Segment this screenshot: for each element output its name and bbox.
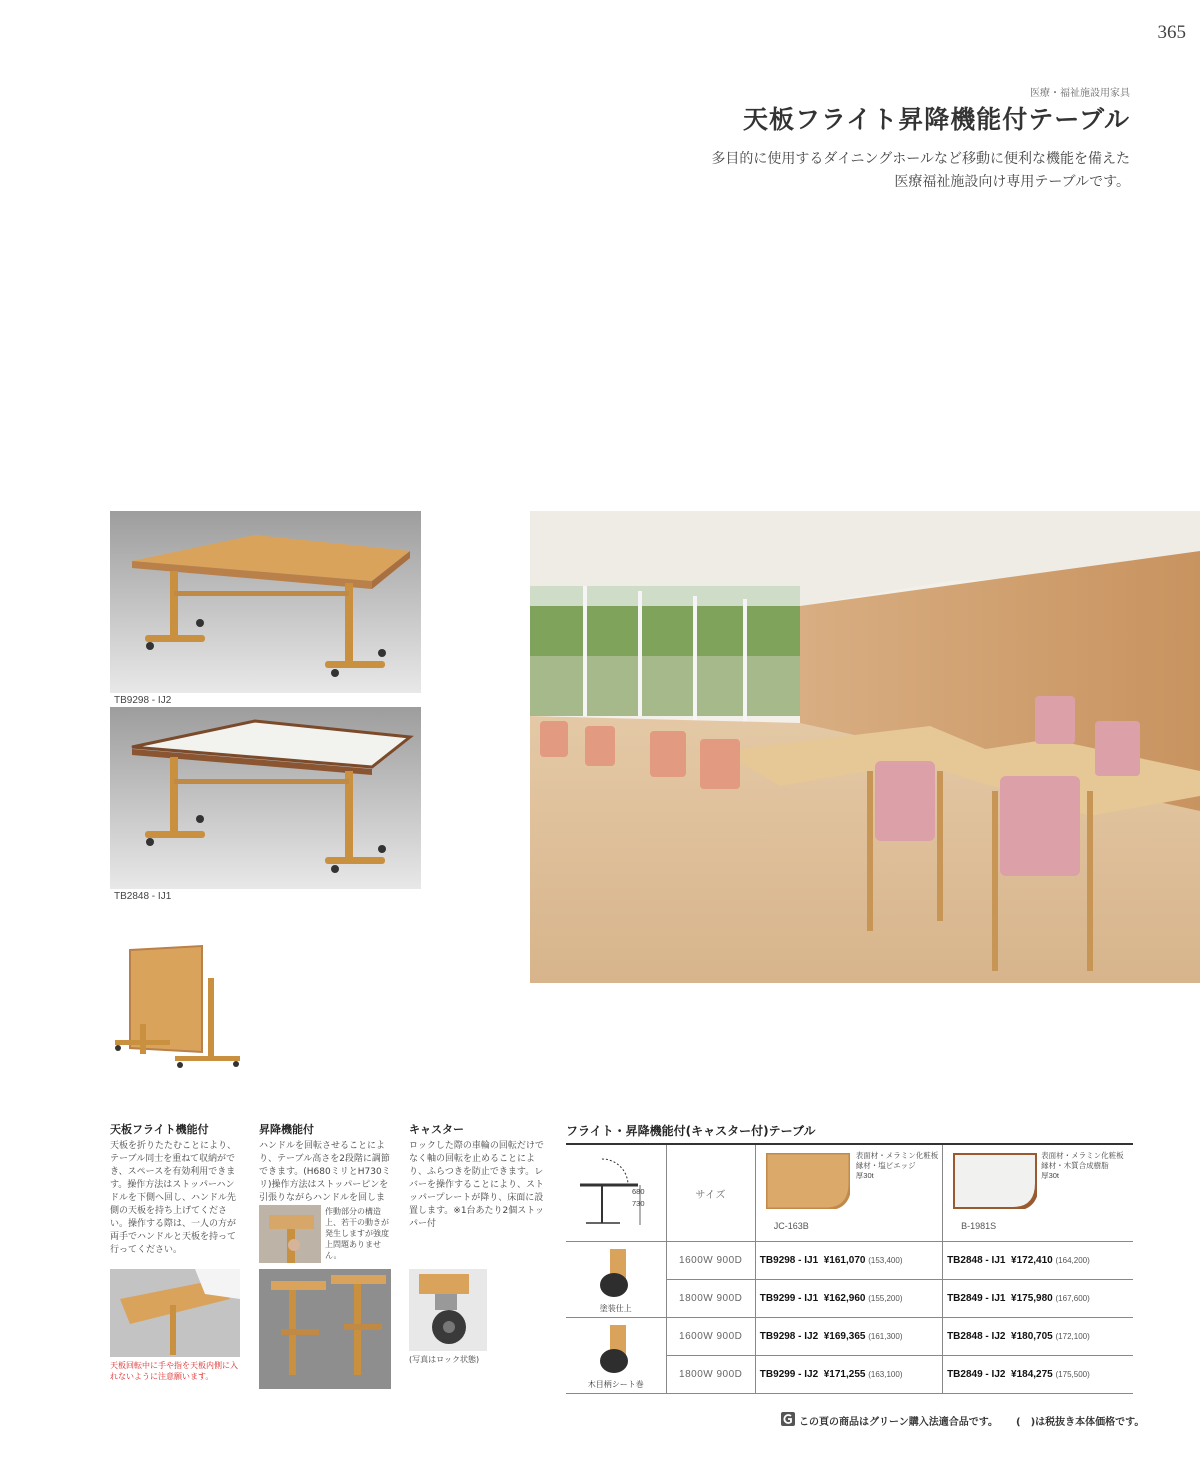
feature-text-lift: ハンドルを回転させることにより、テーブル高さを2段階に調節できます。(H680ミリとH730ミリ)操作方法はストッパーピンを引張りながらハンドルを回しま [259, 1141, 391, 1203]
table-row [566, 1242, 1133, 1280]
top-white-cell [943, 1144, 1133, 1242]
green-purchase-note: この頁の商品はグリーン購入法適合品です。 [799, 1417, 998, 1428]
spec-table [566, 1143, 1133, 1394]
folded-table-photo [110, 940, 250, 1075]
lift-handle-photo [259, 1205, 321, 1263]
price-cell: TB9299 - IJ2 ¥171,255 (163,100) [755, 1356, 942, 1394]
height-730-label: 730 [632, 1199, 645, 1208]
green-purchase-icon [781, 1412, 795, 1426]
category-label: 医療・福祉施設用家具 [1030, 88, 1130, 99]
top-oak-cell [755, 1144, 942, 1242]
dimension-diagram-cell [566, 1144, 666, 1242]
size-cell: 1800W 900D [666, 1280, 755, 1318]
caster-photo [409, 1269, 487, 1351]
spec-header-row [566, 1144, 1133, 1242]
feature-title-caster: キャスター [409, 1123, 464, 1136]
white-top-material: 表面材・メラミン化粧板 縁材・木質合成樹脂 厚30t [1041, 1151, 1124, 1180]
tax-note: ( )は税抜き本体価格です。 [1016, 1417, 1145, 1428]
price-cell: TB2848 - IJ2 ¥180,705 (172,100) [943, 1318, 1133, 1356]
price-cell: TB2849 - IJ2 ¥184,275 (175,500) [943, 1356, 1133, 1394]
oak-top-code: JC-163B [773, 1221, 809, 1231]
feature-title-flight: 天板フライト機能付 [110, 1123, 209, 1136]
dining-hall-photo [530, 511, 1200, 983]
product-photo-white-table [110, 707, 421, 889]
finish-painted: 塗装仕上 [566, 1242, 666, 1318]
feature-text-caster: ロックした際の車輪の回転だけでなく軸の回転を止めることにより、ふらつきを防止できます。レバーを操作することにより、ストッパープレートが降り、床面に設置します。※1台あたり2個ストッパー付 [409, 1141, 545, 1229]
lead-line-2: 医療福祉施設向け専用テーブルです。 [894, 174, 1130, 190]
feature-text-flight: 天板を折りたたむことにより、テーブル同士を重ねて収納ができ、スペースを有効利用できます。操作方法はストッパーハンドルを下側へ回し、ハンドル先側の天板を持ち上げてください。操作する際は、一人の方が両手でハンドルと天板を持って行ってください。 [110, 1141, 237, 1255]
oak-top-swatch [766, 1153, 850, 1209]
size-header: サイズ [666, 1144, 755, 1242]
height-680-label: 680 [632, 1187, 645, 1196]
warning-note: 天板回転中に手や指を天板内側に入れないように注意願います。 [110, 1361, 238, 1381]
product-caption-2: TB2848 - IJ1 [114, 891, 172, 902]
price-cell: TB9298 - IJ1 ¥161,070 (153,400) [755, 1242, 942, 1280]
flight-operation-photo [110, 1269, 240, 1357]
size-cell: 1600W 900D [666, 1242, 755, 1280]
lead-text [711, 148, 1130, 194]
product-caption-1: TB9298 - IJ2 [114, 695, 172, 706]
dimension-diagram [570, 1151, 658, 1231]
product-photo-oak-table [110, 511, 421, 693]
size-cell: 1800W 900D [666, 1356, 755, 1394]
caster-note: (写真はロック状態) [409, 1355, 480, 1364]
feature-title-lift: 昇降機能付 [259, 1123, 314, 1136]
lift-levels-photo [259, 1269, 391, 1389]
price-cell: TB9298 - IJ2 ¥169,365 (161,300) [755, 1318, 942, 1356]
lift-note: 作動部分の構造上、若干の動きが発生しますが強度上問題ありません。 [325, 1207, 389, 1260]
price-cell: TB2849 - IJ1 ¥175,980 (167,600) [943, 1280, 1133, 1318]
oak-top-material: 表面材・メラミン化粧板 縁材・塩ビエッジ 厚30t [855, 1151, 939, 1180]
lead-line-1: 多目的に使用するダイニングホールなど移動に便利な機能を備えた [711, 151, 1130, 167]
table-row [566, 1318, 1133, 1356]
page-title: 天板フライト昇降機能付テーブル [742, 105, 1130, 134]
white-top-code: B-1981S [961, 1221, 997, 1231]
page-number: 365 [1157, 22, 1186, 43]
price-cell: TB9299 - IJ1 ¥162,960 (155,200) [755, 1280, 942, 1318]
size-cell: 1600W 900D [666, 1318, 755, 1356]
finish-woodgrain: 木目柄シート巻 [566, 1318, 666, 1394]
spec-table-title: フライト・昇降機能付(キャスター付)テーブル [566, 1124, 816, 1138]
white-top-swatch [953, 1153, 1037, 1209]
price-cell: TB2848 - IJ1 ¥172,410 (164,200) [943, 1242, 1133, 1280]
